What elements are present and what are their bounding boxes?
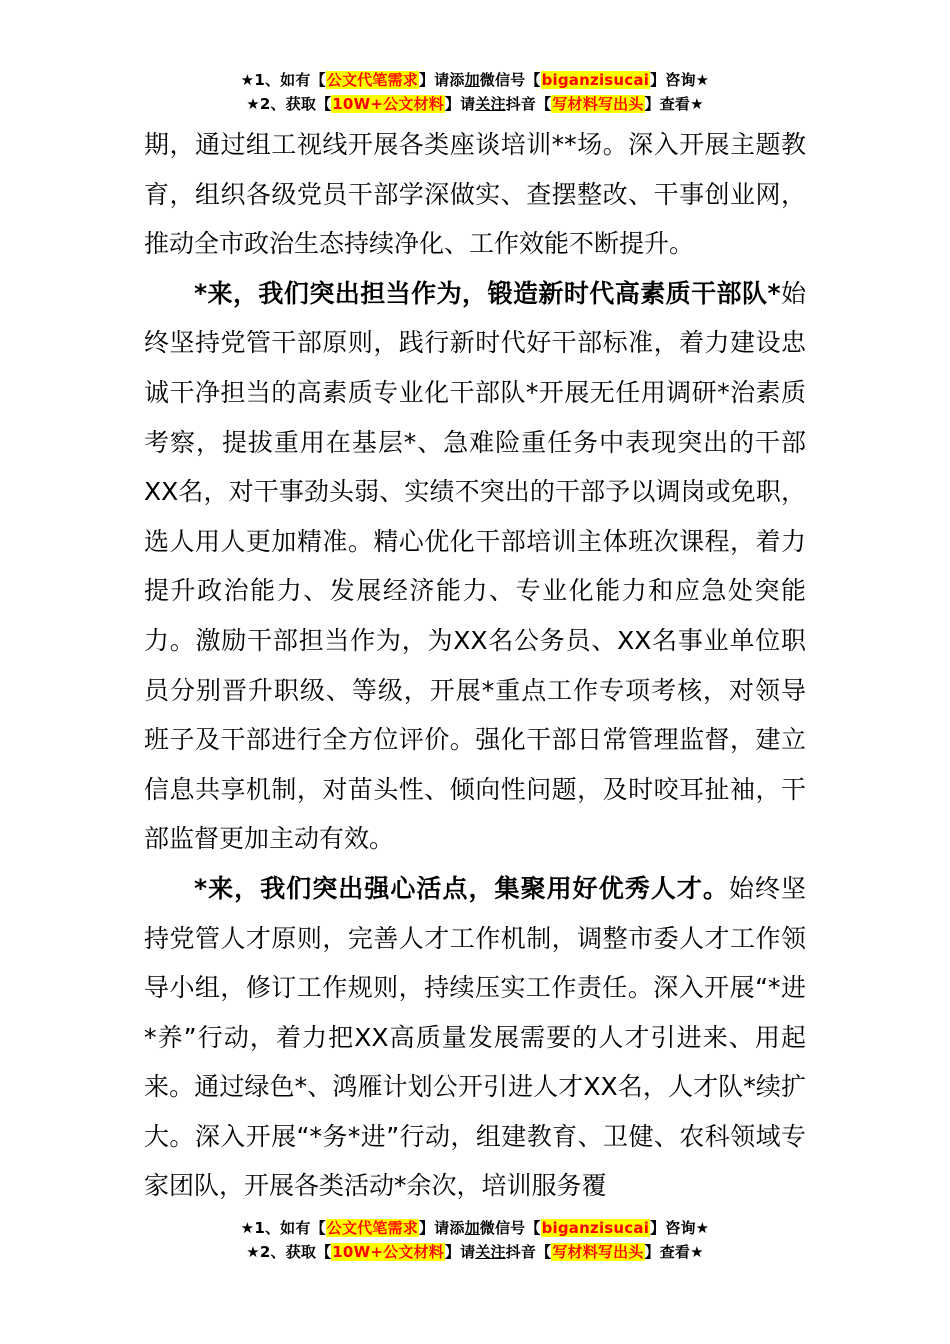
paragraph-2-heading: *来，我们突出担当作为，锻造新时代高素质干部队*	[194, 278, 781, 308]
footer-line-1: ★1、如有【公文代笔需求】请添加微信号【biganzisucai】咨询★	[240, 1219, 710, 1237]
footer-line-2: ★2、获取【10W+公文材料】请关注抖音【写材料写出头】查看★	[246, 1243, 704, 1261]
banner-line-2: ★2、获取【10W+公文材料】请关注抖音【写材料写出头】查看★	[246, 95, 704, 113]
paragraph-2-text: 始终坚持党管干部原则，践行新时代好干部标准，着力建设忠诚干净担当的高素质专业化干部队*开展无任用调研*治素质考察，提拔重用在基层*、急难险重任务中表现突出的干部XX名，对干事劲头弱、实绩不突出的干部予以调岗或免职，选人用人更加精准。精心优化干部培训主体班次课程，着力提升政治能力、发展经济能力、专业化能力和应急处突能力。激励干部担当作为，为XX名公务员、XX名事业单位职员分别晋升职级、等级，开展*重点工作专项考核，对领导班子及干部进行全方位评价。强化干部日常管理监督，建立信息共享机制，对苗头性、倾向性问题，及时咬耳扯袖，干部监督更加主动有效。	[144, 278, 806, 854]
banner-line-1: ★1、如有【公文代笔需求】请添加微信号【biganzisucai】咨询★	[240, 71, 710, 89]
highlight-wechat-id: biganzisucai	[541, 71, 650, 89]
footer-banner	[0, 1216, 950, 1264]
highlight-materials: 10W+公文材料	[332, 1243, 444, 1261]
header-banner	[0, 68, 950, 116]
paragraph-3	[144, 864, 806, 1211]
highlight-douyin: 写材料写出头	[552, 95, 644, 113]
paragraph-3-text: 始终坚持党管人才原则，完善人才工作机制，调整市委人才工作领导小组，修订工作规则，持续压实工作责任。深入开展“*进*养”行动，着力把XX高质量发展需要的人才引进来、用起来。通过绿色*、鸿雁计划公开引进人才XX名，人才队*续扩大。深入开展“*务*进”行动，组建教育、卫健、农科领域专家团队，开展各类活动*余次，培训服务覆	[144, 873, 806, 1201]
paragraph-2	[144, 269, 806, 864]
highlight-service: 公文代笔需求	[326, 1219, 418, 1237]
paragraph-1: 期，通过组工视线开展各类座谈培训**场。深入开展主题教育，组织各级党员干部学深做实、查摆整改、干事创业网，推动全市政治生态持续净化、工作效能不断提升。	[144, 130, 806, 259]
paragraph-3-heading: *来，我们突出强心活点，集聚用好优秀人才。	[194, 873, 729, 903]
highlight-douyin: 写材料写出头	[552, 1243, 644, 1261]
highlight-service: 公文代笔需求	[326, 71, 418, 89]
document-body	[144, 120, 806, 1211]
highlight-wechat-id: biganzisucai	[541, 1219, 650, 1237]
highlight-materials: 10W+公文材料	[332, 95, 444, 113]
